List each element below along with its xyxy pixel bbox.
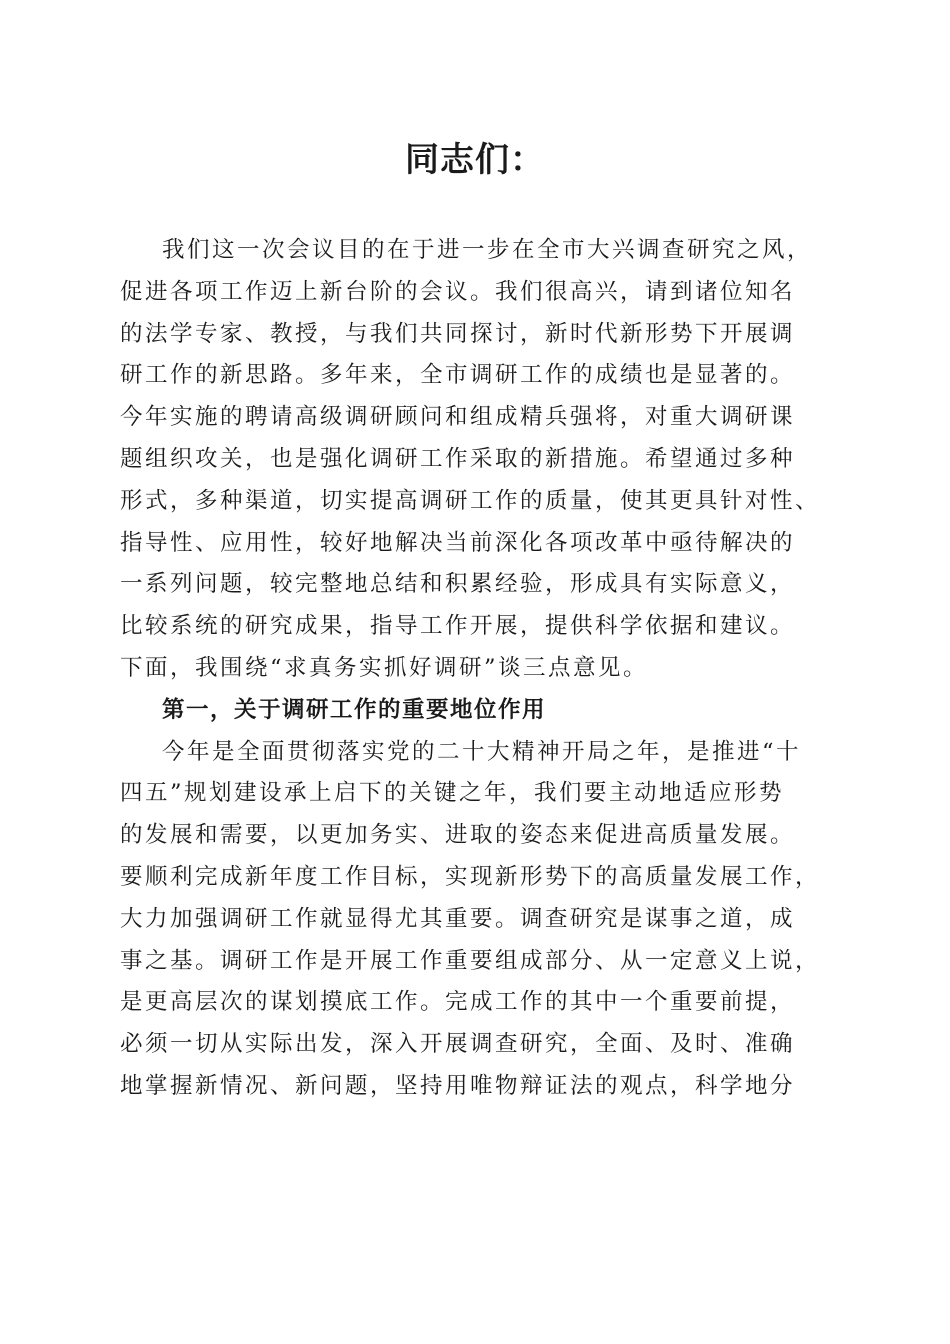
paragraph-line: 下面，我围绕“求真务实抓好调研”谈三点意见。 [120, 654, 649, 681]
paragraph-line: 大力加强调研工作就显得尤其重要。调查研究是谋事之道，成 [120, 905, 796, 932]
paragraph-line: 地掌握新情况、新问题，坚持用唯物辩证法的观点，科学地分 [120, 1072, 796, 1099]
paragraph-line: 事之基。调研工作是开展工作重要组成部分、从一定意义上说， [120, 947, 821, 974]
paragraph-line: 一系列问题，较完整地总结和积累经验，形成具有实际意义， [120, 571, 796, 598]
paragraph-line: 形式，多种渠道，切实提高调研工作的质量，使其更具针对性、 [120, 487, 821, 514]
paragraph-line: 研工作的新思路。多年来，全市调研工作的成绩也是显著的。 [120, 362, 796, 389]
document-body [120, 230, 835, 1108]
paragraph-line: 促进各项工作迈上新台阶的会议。我们很高兴，请到诸位知名 [120, 278, 796, 305]
page-title: 同志们： [405, 140, 545, 180]
paragraph-line: 今年实施的聘请高级调研顾问和组成精兵强将，对重大调研课 [120, 404, 796, 431]
paragraph-line: 要顺利完成新年度工作目标，实现新形势下的高质量发展工作， [120, 863, 821, 890]
paragraph-line: 今年是全面贯彻落实党的二十大精神开局之年，是推进“十 [162, 738, 802, 765]
section-heading: 第一，关于调研工作的重要地位作用 [162, 696, 547, 723]
paragraph-line: 比较系统的研究成果，指导工作开展，提供科学依据和建议。 [120, 613, 796, 640]
paragraph-line: 指导性、应用性，较好地解决当前深化各项改革中亟待解决的 [120, 529, 796, 556]
paragraph-line: 的发展和需要，以更加务实、进取的姿态来促进高质量发展。 [120, 822, 796, 849]
paragraph-line: 的法学专家、教授，与我们共同探讨，新时代新形势下开展调 [120, 320, 796, 347]
paragraph-line: 四五”规划建设承上启下的关键之年，我们要主动地适应形势 [120, 780, 785, 807]
paragraph-line: 必须一切从实际出发，深入开展调查研究，全面、及时、准确 [120, 1031, 796, 1058]
paragraph-line: 题组织攻关，也是强化调研工作采取的新措施。希望通过多种 [120, 445, 796, 472]
paragraph-line: 是更高层次的谋划摸底工作。完成工作的其中一个重要前提， [120, 989, 796, 1016]
paragraph-line: 我们这一次会议目的在于进一步在全市大兴调查研究之风， [162, 237, 813, 263]
